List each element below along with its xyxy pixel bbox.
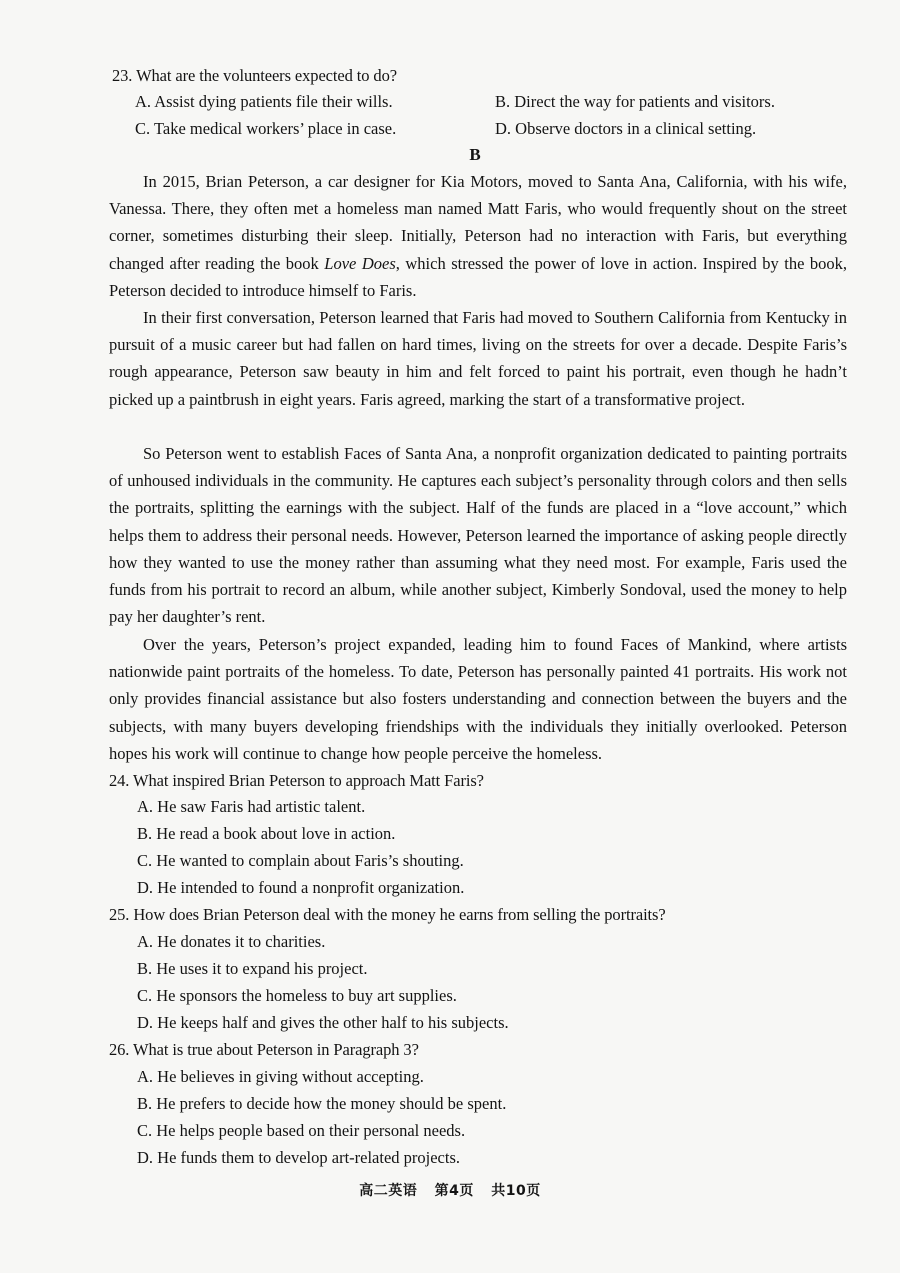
footer-subject: 高二英语 bbox=[359, 1183, 418, 1199]
question-23-stem bbox=[112, 66, 397, 86]
q24-option-b: B. He read a book about love in action. bbox=[137, 824, 396, 843]
q24-option-a: A. He saw Faris had artistic talent. bbox=[137, 797, 366, 816]
paragraph-text: In 2015, Brian Peterson, a car designer for Kia Motors, moved to Santa Ana, California, with his wife, Vanessa. There, they often met a homeless man named Matt Faris, who would frequently shout on the street corner, sometimes disturbing their sleep. Initially, Peterson had no interaction with Faris, but everything changed after reading the book bbox=[109, 172, 847, 273]
q26-option-c: C. He helps people based on their personal needs. bbox=[137, 1121, 466, 1140]
paragraph-text: , which stressed the power of love in action. Inspired by the book, Peterson decided to introduce himself to Faris. bbox=[109, 253, 848, 300]
footer-page-number: 第4页 bbox=[434, 1183, 474, 1199]
q23-option-c: C. Take medical workers’ place in case. bbox=[135, 119, 397, 138]
q26-option-d: D. He funds them to develop art-related projects. bbox=[137, 1148, 461, 1167]
page-footer bbox=[0, 1180, 900, 1200]
passage-paragraph-1 bbox=[109, 168, 847, 304]
question-24-stem: 24. What inspired Brian Peterson to approach Matt Faris? bbox=[109, 771, 484, 790]
q25-option-b: B. He uses it to expand his project. bbox=[137, 959, 368, 978]
passage-paragraph-4: Over the years, Peterson’s project expanded, leading him to found Faces of Mankind, where artists nationwide paint portraits of the homeless. To date, Peterson has personally painted 41 portraits. His work not only provides financial assistance but also fosters understanding and connection between the buyers and the subjects, with many buyers developing friendships with the individuals they initially overlooked. Peterson hopes his work will continue to change how people perceive the homeless. bbox=[109, 635, 847, 763]
q26-option-a: A. He believes in giving without accepting. bbox=[137, 1067, 424, 1086]
q24-option-c: C. He wanted to complain about Faris’s shouting. bbox=[137, 851, 464, 870]
q23-option-d: D. Observe doctors in a clinical setting. bbox=[495, 119, 757, 138]
q25-option-a: A. He donates it to charities. bbox=[137, 932, 326, 951]
question-26-stem: 26. What is true about Peterson in Paragraph 3? bbox=[109, 1040, 419, 1059]
q23-option-a: A. Assist dying patients file their wills. bbox=[135, 92, 393, 111]
section-b-title: B bbox=[469, 145, 481, 164]
q25-option-d: D. He keeps half and gives the other half to his subjects. bbox=[137, 1013, 509, 1032]
book-title: Love Does bbox=[324, 253, 396, 273]
passage-paragraph-3: So Peterson went to establish Faces of Santa Ana, a nonprofit organization dedicated to painting portraits of unhoused individuals in the community. He captures each subject’s personality through colors and then sells the portraits, splitting the earnings with the subject. Half of the funds are placed in a “love account,” which helps them to address their personal needs. However, Peterson learned the importance of asking people directly how they wanted to use the money rather than assuming what they need most. For example, Faris used the funds from his portrait to record an album, while another subject, Kimberly Sondoval, used the money to help pay her daughter’s rent. bbox=[109, 444, 847, 627]
question-25-stem: 25. How does Brian Peterson deal with the money he earns from selling the portraits? bbox=[109, 905, 666, 924]
footer-total-pages: 共10页 bbox=[491, 1183, 541, 1199]
question-text: What are the volunteers expected to do? bbox=[136, 66, 397, 85]
q24-option-d: D. He intended to found a nonprofit organization. bbox=[137, 878, 465, 897]
question-number: 23. bbox=[112, 66, 133, 85]
q26-option-b: B. He prefers to decide how the money should be spent. bbox=[137, 1094, 507, 1113]
q25-option-c: C. He sponsors the homeless to buy art supplies. bbox=[137, 986, 457, 1005]
q23-option-b: B. Direct the way for patients and visitors. bbox=[495, 92, 775, 111]
passage-paragraph-2: In their first conversation, Peterson learned that Faris had moved to Southern California from Kentucky in pursuit of a music career but had fallen on hard times, living on the streets for over a decade. Despite Faris’s rough appearance, Peterson saw beauty in him and felt forced to paint his portrait, even though he hadn’t picked up a paintbrush in eight years. Faris agreed, marking the start of a transformative project. bbox=[109, 308, 847, 409]
